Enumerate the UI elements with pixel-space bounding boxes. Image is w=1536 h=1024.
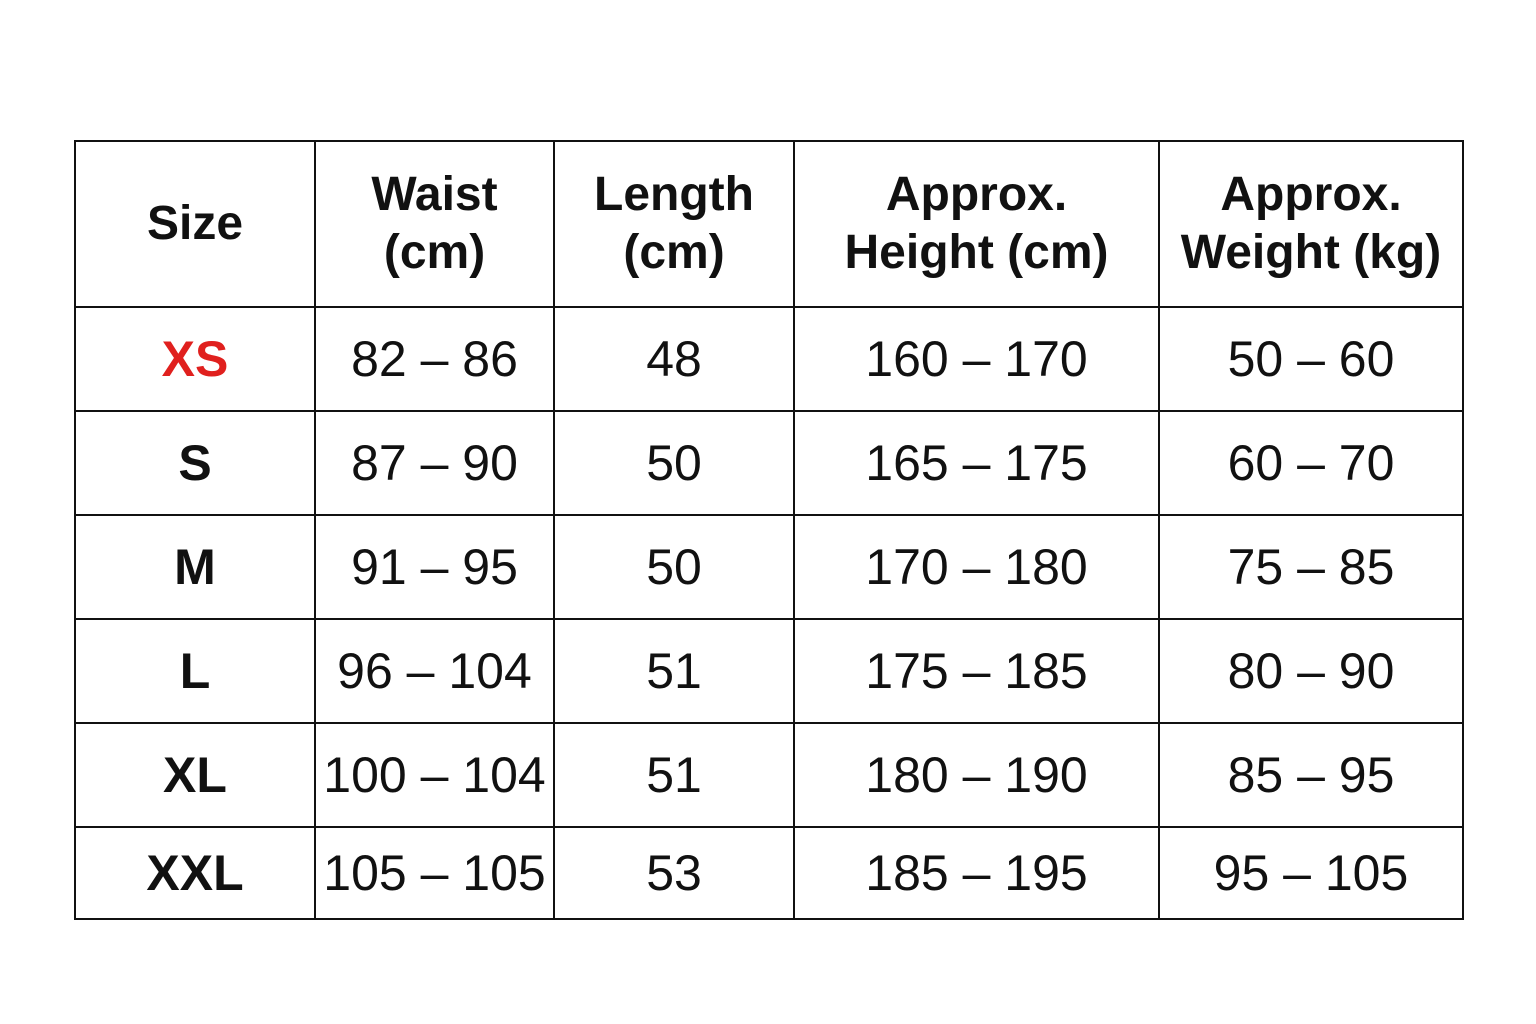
header-height-line-2: Height (cm) — [844, 226, 1109, 279]
header-size-line-1: Size — [146, 197, 244, 250]
height-cell: 170 – 180 — [794, 515, 1159, 619]
table-row — [75, 515, 1463, 619]
size-cell-xs: XS — [75, 307, 315, 411]
table-row — [75, 307, 1463, 411]
header-size — [75, 141, 315, 307]
length-cell: 48 — [554, 307, 794, 411]
weight-cell: 80 – 90 — [1159, 619, 1463, 723]
table-row — [75, 827, 1463, 919]
weight-cell: 85 – 95 — [1159, 723, 1463, 827]
waist-cell: 100 – 104 — [315, 723, 554, 827]
table-row — [75, 411, 1463, 515]
height-cell: 165 – 175 — [794, 411, 1159, 515]
waist-cell: 96 – 104 — [315, 619, 554, 723]
waist-cell: 82 – 86 — [315, 307, 554, 411]
waist-cell: 91 – 95 — [315, 515, 554, 619]
length-cell: 51 — [554, 723, 794, 827]
header-weight-line-1: Approx. — [1220, 168, 1402, 221]
size-chart-table — [74, 140, 1464, 920]
length-cell: 50 — [554, 515, 794, 619]
table-row — [75, 723, 1463, 827]
header-waist-line-1: Waist — [371, 168, 498, 221]
header-length — [554, 141, 794, 307]
height-cell: 160 – 170 — [794, 307, 1159, 411]
waist-cell: 87 – 90 — [315, 411, 554, 515]
size-cell: XXL — [75, 827, 315, 919]
size-cell: XL — [75, 723, 315, 827]
length-cell: 51 — [554, 619, 794, 723]
weight-cell: 95 – 105 — [1159, 827, 1463, 919]
weight-cell: 50 – 60 — [1159, 307, 1463, 411]
header-waist-line-2: (cm) — [383, 226, 486, 279]
header-height-line-1: Approx. — [885, 168, 1068, 221]
size-cell: M — [75, 515, 315, 619]
header-waist — [315, 141, 554, 307]
header-length-line-1: Length — [594, 168, 754, 221]
waist-cell: 105 – 105 — [315, 827, 554, 919]
height-cell: 175 – 185 — [794, 619, 1159, 723]
height-cell: 180 – 190 — [794, 723, 1159, 827]
header-weight — [1159, 141, 1463, 307]
weight-cell: 75 – 85 — [1159, 515, 1463, 619]
height-cell: 185 – 195 — [794, 827, 1159, 919]
size-cell: L — [75, 619, 315, 723]
header-row — [75, 141, 1463, 307]
length-cell: 53 — [554, 827, 794, 919]
header-height — [794, 141, 1159, 307]
size-cell: S — [75, 411, 315, 515]
header-length-line-2: (cm) — [623, 226, 725, 279]
weight-cell: 60 – 70 — [1159, 411, 1463, 515]
length-cell: 50 — [554, 411, 794, 515]
table-row — [75, 619, 1463, 723]
header-weight-line-2: Weight (kg) — [1180, 226, 1442, 279]
